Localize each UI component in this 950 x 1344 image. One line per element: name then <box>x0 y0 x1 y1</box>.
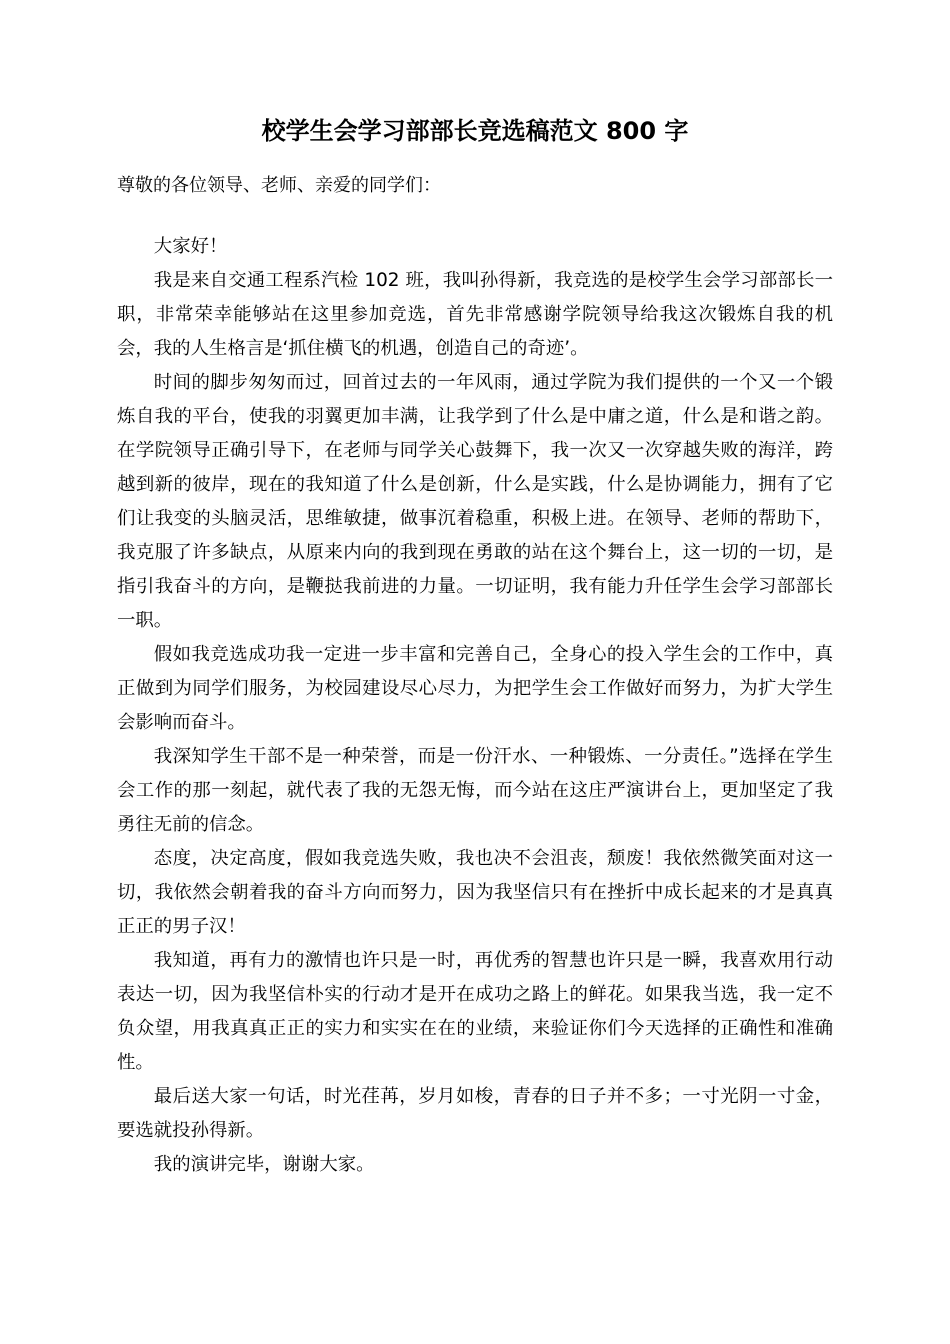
paragraph-greeting: 大家好！ <box>153 236 228 257</box>
paragraph: 我是来自交通工程系汽检 102 班，我叫孙得新，我竞选的是校学生会学习部部长一职，非常荣幸能够站在这里参加竞选，首先非常感谢学院领导给我这次锻炼自我的机会，我的人生格言是‘抓住横飞的机遇，创造自己的奇迹’。 <box>117 270 833 359</box>
paragraph: 态度，决定高度，假如我竞选失败，我也决不会沮丧，颓废！我依然微笑面对这一切，我依然会朝着我的奋斗方向而努力，因为我坚信只有在挫折中成长起来的才是真真正正的男子汉！ <box>117 848 833 937</box>
paragraph: 最后送大家一句话，时光荏苒，岁月如梭，青春的日子并不多；一寸光阴一寸金，要选就投孙得新。 <box>117 1086 833 1141</box>
salutation: 尊敬的各位领导、老师、亲爱的同学们： <box>117 175 441 196</box>
paragraph: 时间的脚步匆匆而过，回首过去的一年风雨，通过学院为我们提供的一个又一个锻炼自我的平台，使我的羽翼更加丰满，让我学到了什么是中庸之道，什么是和谐之韵。在学院领导正确引导下，在老师与同学关心鼓舞下，我一次又一次穿越失败的海洋，跨越到新的彼岸，现在的我知道了什么是创新，什么是实践，什么是协调能力，拥有了它们让我变的头脑灵活，思维敏捷，做事沉着稳重，积极上进。在领导、老师的帮助下，我克服了许多缺点，从原来内向的我到现在勇敢的站在这个舞台上，这一切的一切，是指引我奋斗的方向，是鞭挞我前进的力量。一切证明，我有能力升任学生会学习部部长一职。 <box>117 372 833 631</box>
paragraph: 我深知学生干部不是一种荣誉，而是一份汗水、一种锻炼、一分责任。”选择在学生会工作的那一刻起，就代表了我的无怨无悔，而今站在这庄严演讲台上，更加坚定了我勇往无前的信念。 <box>117 746 833 835</box>
paragraph: 假如我竞选成功我一定进一步丰富和完善自己，全身心的投入学生会的工作中，真正做到为同学们服务，为校园建设尽心尽力，为把学生会工作做好而努力，为扩大学生会影响而奋斗。 <box>117 644 833 733</box>
document-body <box>117 230 833 1182</box>
paragraph-closing: 我的演讲完毕，谢谢大家。 <box>153 1154 375 1175</box>
paragraph: 我知道，再有力的激情也许只是一时，再优秀的智慧也许只是一瞬，我喜欢用行动表达一切，因为我坚信朴实的行动才是开在成功之路上的鲜花。如果我当选，我一定不负众望，用我真真正正的实力和实实在在的业绩，来验证你们今天选择的正确性和准确性。 <box>117 950 833 1073</box>
document-title: 校学生会学习部部长竞选稿范文 800 字 <box>261 117 689 145</box>
